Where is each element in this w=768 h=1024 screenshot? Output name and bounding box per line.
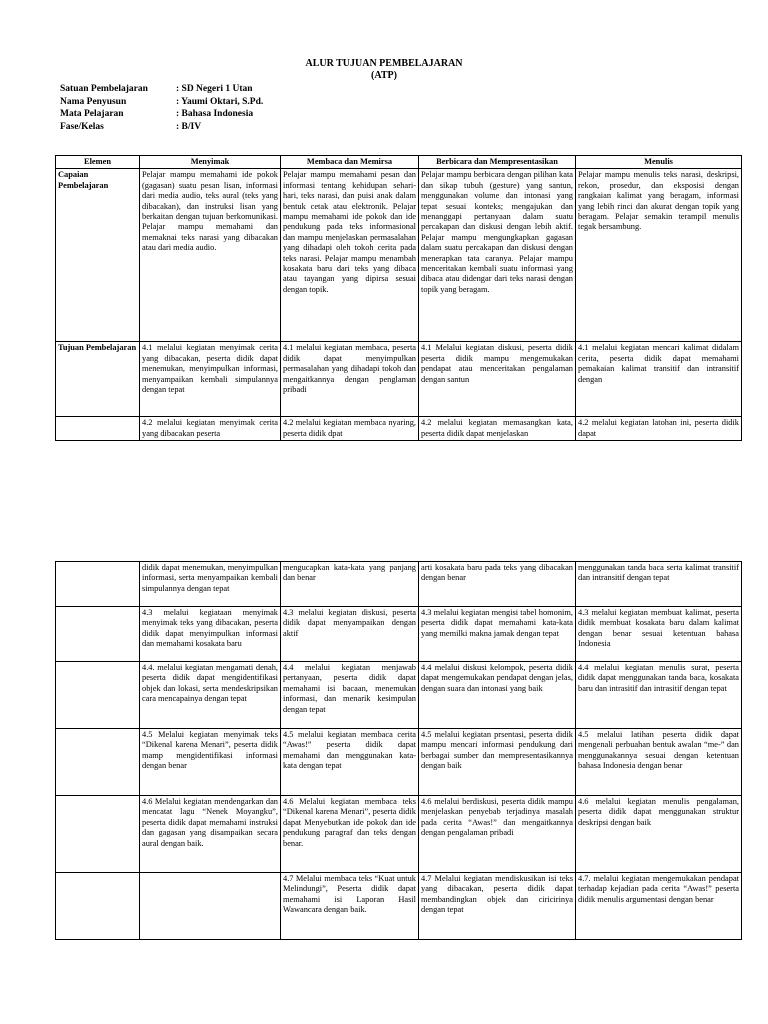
meta-value: : Bahasa Indonesia	[176, 109, 254, 119]
table-row	[56, 562, 742, 607]
element-cell	[56, 873, 140, 940]
header-elemen: Elemen	[56, 156, 140, 169]
table-cell: 4.2 melalui kegiatan membaca nyaring, peserta didik dpat	[281, 417, 419, 441]
table-cell: 4.6 melalui berdiskusi, peserta didik mampu menjelaskan penyebab terjadinya masalah pada cerita “Awas!” dan mengaitkannya dengan pengalaman pribadi	[419, 796, 576, 873]
document-subtitle: (ATP)	[371, 70, 397, 81]
table-cell: 4.3 melalui kegiatan mengisi tabel homonim, peserta didik dapat memahami kata-kata yang memilki makna jamak dengan tepat	[419, 607, 576, 662]
table-cell: 4.5 Melalui kegiatan menyimak teks “Dikenal karena Menari”, peserta didik mamp mengidentifikasi informasi dengan benar	[140, 729, 281, 796]
table-cell: 4.5 melalui kegiatan membaca cerita “Awas!” peserta didik dapat memahami dan menggunakan kata-kata dengan tepat	[281, 729, 419, 796]
table-cell: menggunakan tanda baca serta kalimat transitif dan intransitif dengan tepat	[576, 562, 742, 607]
atp-table-page1	[55, 155, 742, 441]
table-row-continued	[56, 417, 742, 441]
table-cell: 4.6 Melalui kegiatan mendengarkan dan mencatat lagu “Nenek Moyangku”, peserta didik dapat memahami instruksi dan gagasan yang disampaikan secara aural dengan baik.	[140, 796, 281, 873]
table-cell: 4.5 melalui kegiatan prsentasi, peserta didik mampu mencari informasi pendukung dari berbagai sumber dan mempresentasikannya dengan baik	[419, 729, 576, 796]
table-cell: 4.1 Melalui kegiatan diskusi, peserta didik peserta didik mampu mengemukakan pendapat atau menceritakan pengalaman dengan santun	[419, 342, 576, 417]
table-row	[56, 873, 742, 940]
table-cell: didik dapat menemukan, menyimpulkan informasi, serta menyampaikan kembali simpulannya dengan tepat	[140, 562, 281, 607]
table-cell: Pelajar mampu memahami pesan dan informasi tentang kehidupan sehari-hari, teks narasi, dan puisi anak dalam bentuk cetak atau elektronik. Pelajar mampu memahami ide pokok dan ide pendukung pada teks informasional dan mampu menjelaskan permasalahan yang dihadapi oleh tokoh cerita pada teks narasi. Pelajar mampu menambah kosakata baru dari teks yang dibaca atau tayangan yang dipirsa sesuai dengan topik.	[281, 169, 419, 342]
element-cell	[56, 796, 140, 873]
table-cell: 4.6 melalui kegiatan menulis pengalaman, peserta didik dapat menggunakan struktur deskripsi dengan baik	[576, 796, 742, 873]
element-cell	[56, 729, 140, 796]
table-cell: Pelajar mampu menulis teks narasi, deskripsi, rekon, prosedur, dan eksposisi dengan rangkaian kalimat yang beragam, informasi yang lebih rinci dan akurat dengan topik yang beragam. Pelajar semakin terampil menulis tegak bersambung.	[576, 169, 742, 342]
element-cell	[56, 662, 140, 729]
element-cell: Tujuan Pembelajaran	[56, 342, 140, 417]
meta-value: : SD Negeri 1 Utan	[176, 84, 253, 94]
meta-row-subject	[60, 109, 263, 122]
document-title: ALUR TUJUAN PEMBELAJARAN	[305, 58, 463, 69]
header-menulis: Menulis	[576, 156, 742, 169]
element-cell: Capaian Pembelajaran	[56, 169, 140, 342]
header-berbicara: Berbicara dan Mempresentasikan	[419, 156, 576, 169]
table-cell: 4.3 melalui kegiatan diskusi, peserta didik dapat menyampaikan dengan aktif	[281, 607, 419, 662]
table-cell: Pelajar mampu berbicara dengan pilihan kata dan sikap tubuh (gesture) yang santun, menggunakan volume dan intonasi yang tepat sesuai konteks; mengajukan dan menanggapi pertanyaan dalam suatu percakapan dan diskusi dengan lebih aktif. Pelajar mampu mengungkapkan gagasan dalam suatu percakapan dan diskusi dengan menerapkan tata caranya. Pelajar mampu menceritakan kembali suatu informasi yang dibaca atau didengar dari teks narasi dengan topik yang beragam.	[419, 169, 576, 342]
table-cell: 4.3 melalui kegiatan membuat kalimat, peserta didik membuat kosakata baru dalam kalimat dengan benar sesuai ketentuan bahasa Indonesia	[576, 607, 742, 662]
table-row	[56, 607, 742, 662]
table-cell: 4.7 Melalui kegiatan mendiskusikan isi teks yang dibacakan, peserta didik dapat membandingkan objek dan ciricirinya dengan tepat	[419, 873, 576, 940]
table-cell: 4.3 melalui kegiataan menyimak menyimak teks yang dibacakan, peserta didik dapat menyimpulkan informasi dan memahami kosakata baru	[140, 607, 281, 662]
table-cell: 4.4 melalui kegiatan menjawab pertanyaan, peserta didik dapat memahami isi bacaan, menemukan informasi, dan menarik kesimpulan dengan tepat	[281, 662, 419, 729]
table-cell	[140, 873, 281, 940]
table-row	[56, 662, 742, 729]
element-cell	[56, 607, 140, 662]
table-row	[56, 729, 742, 796]
element-cell	[56, 417, 140, 441]
meta-value: : B/IV	[176, 121, 202, 132]
table-cell: arti kosakata baru pada teks yang dibacakan dengan benar	[419, 562, 576, 607]
meta-row-author	[60, 97, 263, 110]
header-menyimak: Menyimak	[140, 156, 281, 169]
table-cell: 4.6 Melalui kegiatan membaca teks “Dikenal karena Menari”, peserta didik dapat Menyebutkan ide pokok dan ide pendukung paragraf dan teks dengan benar.	[281, 796, 419, 873]
table-cell: 4.4 melalui kegiatan menulis surat, peserta didik dapat menggunakan tanda baca, kosakata baru dan intrasitif dan intrasitif dengan tepat	[576, 662, 742, 729]
identity-block	[60, 84, 263, 134]
meta-label: Nama Penyusun	[60, 96, 127, 107]
header-membaca: Membaca dan Memirsa	[281, 156, 419, 169]
header-row	[56, 156, 742, 169]
atp-table-page2	[55, 561, 742, 940]
meta-label: Fase/Kelas	[60, 121, 104, 132]
table-cell: Pelajar mampu memahami ide pokok (gagasan) suatu pesan lisan, informasi dari media audio, teks aural (teks yang dibacakan), dan instruksi lisan yang berkaitan dengan tujuan berkomunikasi. Pelajar mampu memahami dan memaknai teks narasi yang dibacakan atau dari media audio.	[140, 169, 281, 342]
element-cell	[56, 562, 140, 607]
meta-label: Satuan Pembelajaran	[60, 84, 148, 94]
table-cell: 4.2 melalui kegiatan menyimak cerita yang dibacakan peserta	[140, 417, 281, 441]
table-cell: 4.1 melalui kegiatan mencari kalimat didalam cerita, peserta didik dapat memahami pemakaian kalimat transitif dan intransitif dengan	[576, 342, 742, 417]
meta-row-phase	[60, 122, 263, 135]
table-cell: 4.4. melalui kegiatan mengamati denah, peserta didik dapat mengidentifikasi objek dan lokasi, serta mendeskripsikan cara mencapainya dengan tepat	[140, 662, 281, 729]
meta-label: Mata Pelajaran	[60, 109, 124, 119]
meta-row-school	[60, 84, 263, 97]
meta-value: : Yaumi Oktari, S.Pd.	[176, 96, 264, 107]
table-cell: 4.5 melalui latihan peserta didik dapat mengenali perbuahan bentuk awalan “me-” dan menggunakannya sesuai dengan ketentuan bahasa Indonesia dengan benar	[576, 729, 742, 796]
table-cell: mengucapkan kata-kata yang panjang dan benar	[281, 562, 419, 607]
table-cell: 4.1 melalui kegiatan membaca, peserta didik dapat menyimpulkan permasalahan yang dihadapi tokoh dan mengaitkannya dengan penglaman pribadi	[281, 342, 419, 417]
table-row	[56, 796, 742, 873]
table-cell: 4.2 melalui kegiatan memasangkan kata, peserta didik dapat menjelaskan	[419, 417, 576, 441]
table-cell: 4.7 Melalui membaca teks “Kuat untuk Melindungi”, Peserta didik dapat memahami isi Laporan Hasil Wawancara dengan baik.	[281, 873, 419, 940]
table-cell: 4.7. melalui kegiatan mengemukakan pendapat terhadap kejadian pada cerita “Awas!” peserta didik menulis argumentasi dengan benar	[576, 873, 742, 940]
table-cell: 4.4 melalui diskusi kelompok, peserta didik dapat mengemukakan pendapat dengan jelas, dengan suara dan intonasi yang baik	[419, 662, 576, 729]
table-row-tujuan	[56, 342, 742, 417]
table-cell: 4.2 melalui kegiatan latohan ini, peserta didik dapat	[576, 417, 742, 441]
table-cell: 4.1 melalui kegiatan menyimak cerita yang dibacakan, peserta didik dapat menemukan, menyimpulkan informasi, menyampaikan kembali simpulannya dengan tepat	[140, 342, 281, 417]
table-row-capaian	[56, 169, 742, 342]
